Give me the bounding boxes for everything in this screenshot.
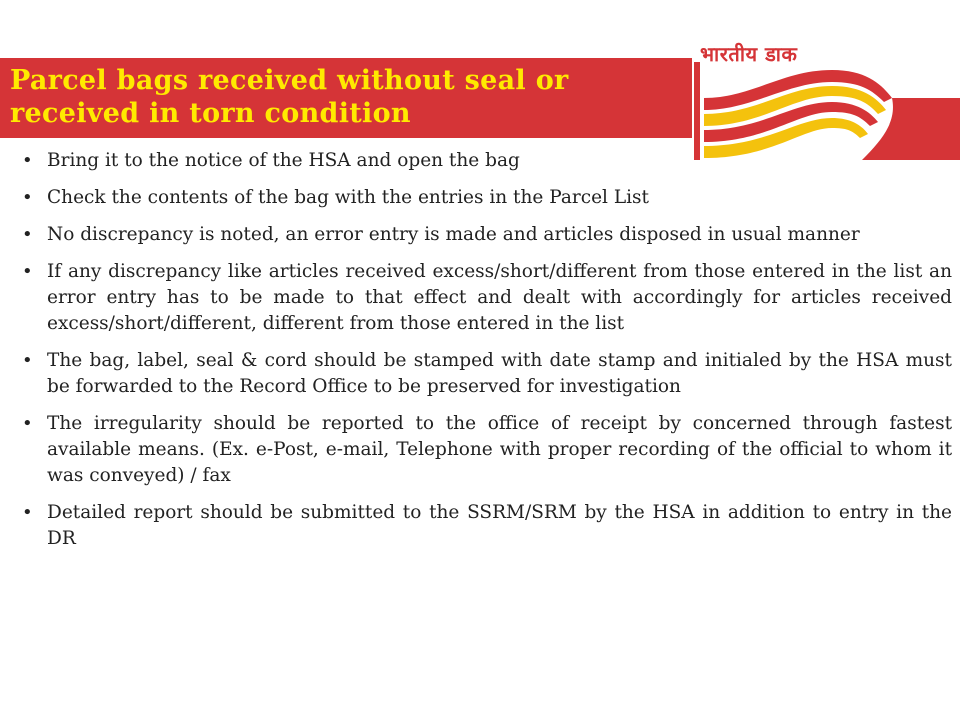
list-item-text: Check the contents of the bag with the entries in the Parcel List [47, 187, 649, 208]
bullet-dot: • [22, 350, 33, 371]
bullet-dot: • [22, 413, 33, 434]
list-item [22, 500, 952, 552]
list-item [22, 348, 952, 400]
list-item [22, 411, 952, 489]
india-post-logo [692, 40, 960, 160]
bullet-dot: • [22, 261, 33, 282]
logo-text: भारतीय डाक [700, 42, 798, 66]
india-post-logo-icon [692, 40, 960, 160]
list-item-text: No discrepancy is noted, an error entry is made and articles disposed in usual manner [47, 224, 860, 245]
bullet-dot: • [22, 224, 33, 245]
bullet-list [22, 148, 952, 563]
list-item-text: The irregularity should be reported to the office of receipt by concerned through fastest available means. (Ex. e-Post, e-mail, Telephone with proper recording of the official to whom it was conveyed) / fax [47, 413, 952, 486]
list-item-text: The bag, label, seal & cord should be stamped with date stamp and initialed by the HSA must be forwarded to the Record Office to be preserved for investigation [47, 350, 952, 397]
bullet-dot: • [22, 502, 33, 523]
bullet-dot: • [22, 187, 33, 208]
list-item [22, 185, 952, 211]
list-item [22, 148, 952, 174]
bullet-dot: • [22, 150, 33, 171]
list-item-text: If any discrepancy like articles received excess/short/different from those entered in the list an error entry has to be made to that effect and dealt with accordingly for articles received excess/short/different, different from those entered in the list [47, 261, 952, 334]
slide-title: Parcel bags received without seal or received in torn condition [10, 65, 569, 129]
list-item-text: Detailed report should be submitted to the SSRM/SRM by the HSA in addition to entry in the DR [47, 502, 952, 549]
list-item [22, 222, 952, 248]
list-item [22, 259, 952, 337]
list-item-text: Bring it to the notice of the HSA and open the bag [47, 150, 520, 171]
